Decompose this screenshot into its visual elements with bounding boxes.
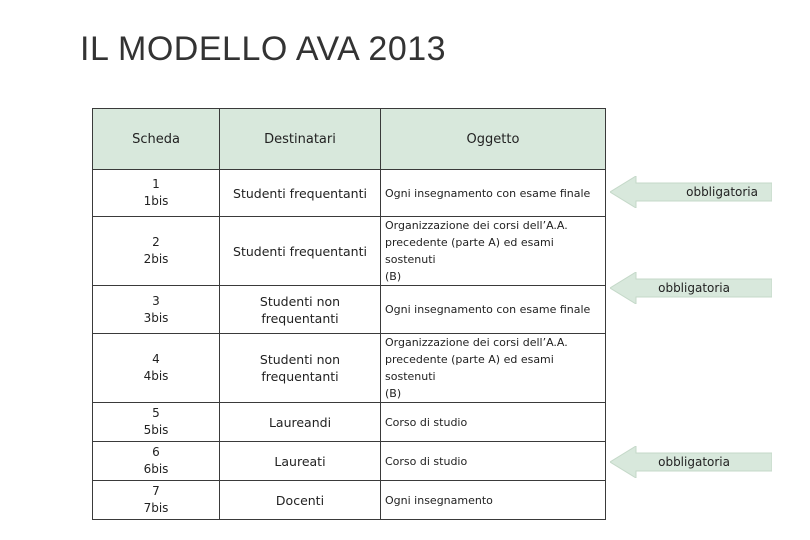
cell-destinatari: Studenti non frequentanti: [220, 286, 381, 334]
oggetto-line: (B): [385, 387, 402, 400]
scheda-number: 7: [152, 484, 160, 498]
oggetto-line: Corso di studio: [385, 415, 468, 429]
cell-scheda: [93, 403, 220, 442]
oggetto-line: Ogni insegnamento con esame finale: [385, 186, 591, 200]
table-row: [93, 334, 606, 403]
table-row: [93, 286, 606, 334]
oggetto-line: Ogni insegnamento con esame finale: [385, 303, 591, 316]
cell-scheda: [93, 334, 220, 403]
scheda-bis: 2bis: [143, 252, 169, 266]
scheda-bis: 1bis: [143, 194, 169, 208]
scheda-number: 5: [152, 406, 160, 420]
scheda-number: 1: [152, 177, 160, 191]
scheda-bis: 5bis: [143, 423, 169, 437]
obbligatoria-arrow: [610, 272, 772, 304]
header-scheda: Scheda: [93, 109, 220, 170]
oggetto-line: precedente (parte A) ed esami sostenuti: [385, 353, 554, 383]
table-row: [93, 170, 606, 217]
scheda-number: 6: [152, 445, 160, 459]
cell-oggetto: [381, 403, 606, 442]
cell-scheda: [93, 286, 220, 334]
obbligatoria-label: obbligatoria: [658, 281, 730, 295]
obbligatoria-label: obbligatoria: [686, 185, 758, 199]
ava-table: [92, 108, 606, 520]
oggetto-line: Organizzazione dei corsi dell’A.A.: [385, 336, 568, 349]
oggetto-line: Ogni insegnamento: [385, 493, 493, 507]
obbligatoria-arrow: [610, 176, 772, 208]
table-row: [93, 403, 606, 442]
oggetto-line: (B): [385, 270, 402, 283]
scheda-bis: 6bis: [143, 462, 169, 476]
table-row: [93, 217, 606, 286]
cell-scheda: [93, 170, 220, 217]
scheda-bis: 4bis: [143, 369, 169, 383]
scheda-number: 3: [152, 293, 160, 308]
cell-destinatari: Studenti frequentanti: [220, 170, 381, 217]
scheda-bis: 7bis: [143, 501, 169, 515]
obbligatoria-label: obbligatoria: [658, 455, 730, 469]
cell-scheda: [93, 481, 220, 520]
cell-oggetto: [381, 286, 606, 334]
cell-destinatari: Docenti: [220, 481, 381, 520]
cell-oggetto: [381, 334, 606, 403]
cell-destinatari: Studenti frequentanti: [220, 217, 381, 286]
oggetto-line: precedente (parte A) ed esami sostenuti: [385, 236, 554, 266]
slide-title: IL MODELLO AVA 2013: [80, 30, 447, 68]
cell-oggetto: [381, 217, 606, 286]
cell-oggetto: [381, 170, 606, 217]
table-row: [93, 442, 606, 481]
scheda-bis: 3bis: [143, 310, 169, 325]
scheda-number: 4: [152, 352, 160, 366]
cell-destinatari: Studenti non frequentanti: [220, 334, 381, 403]
cell-oggetto: [381, 481, 606, 520]
cell-destinatari: Laureati: [220, 442, 381, 481]
cell-scheda: [93, 217, 220, 286]
obbligatoria-arrow: [610, 446, 772, 478]
cell-scheda: [93, 442, 220, 481]
cell-destinatari: Laureandi: [220, 403, 381, 442]
ava-table-container: [92, 108, 606, 520]
table-header-row: [93, 109, 606, 170]
table-row: [93, 481, 606, 520]
header-oggetto: Oggetto: [381, 109, 606, 170]
cell-oggetto: [381, 442, 606, 481]
oggetto-line: Organizzazione dei corsi dell’A.A.: [385, 219, 568, 232]
header-destinatari: Destinatari: [220, 109, 381, 170]
scheda-number: 2: [152, 235, 160, 249]
oggetto-line: Corso di studio: [385, 454, 468, 468]
